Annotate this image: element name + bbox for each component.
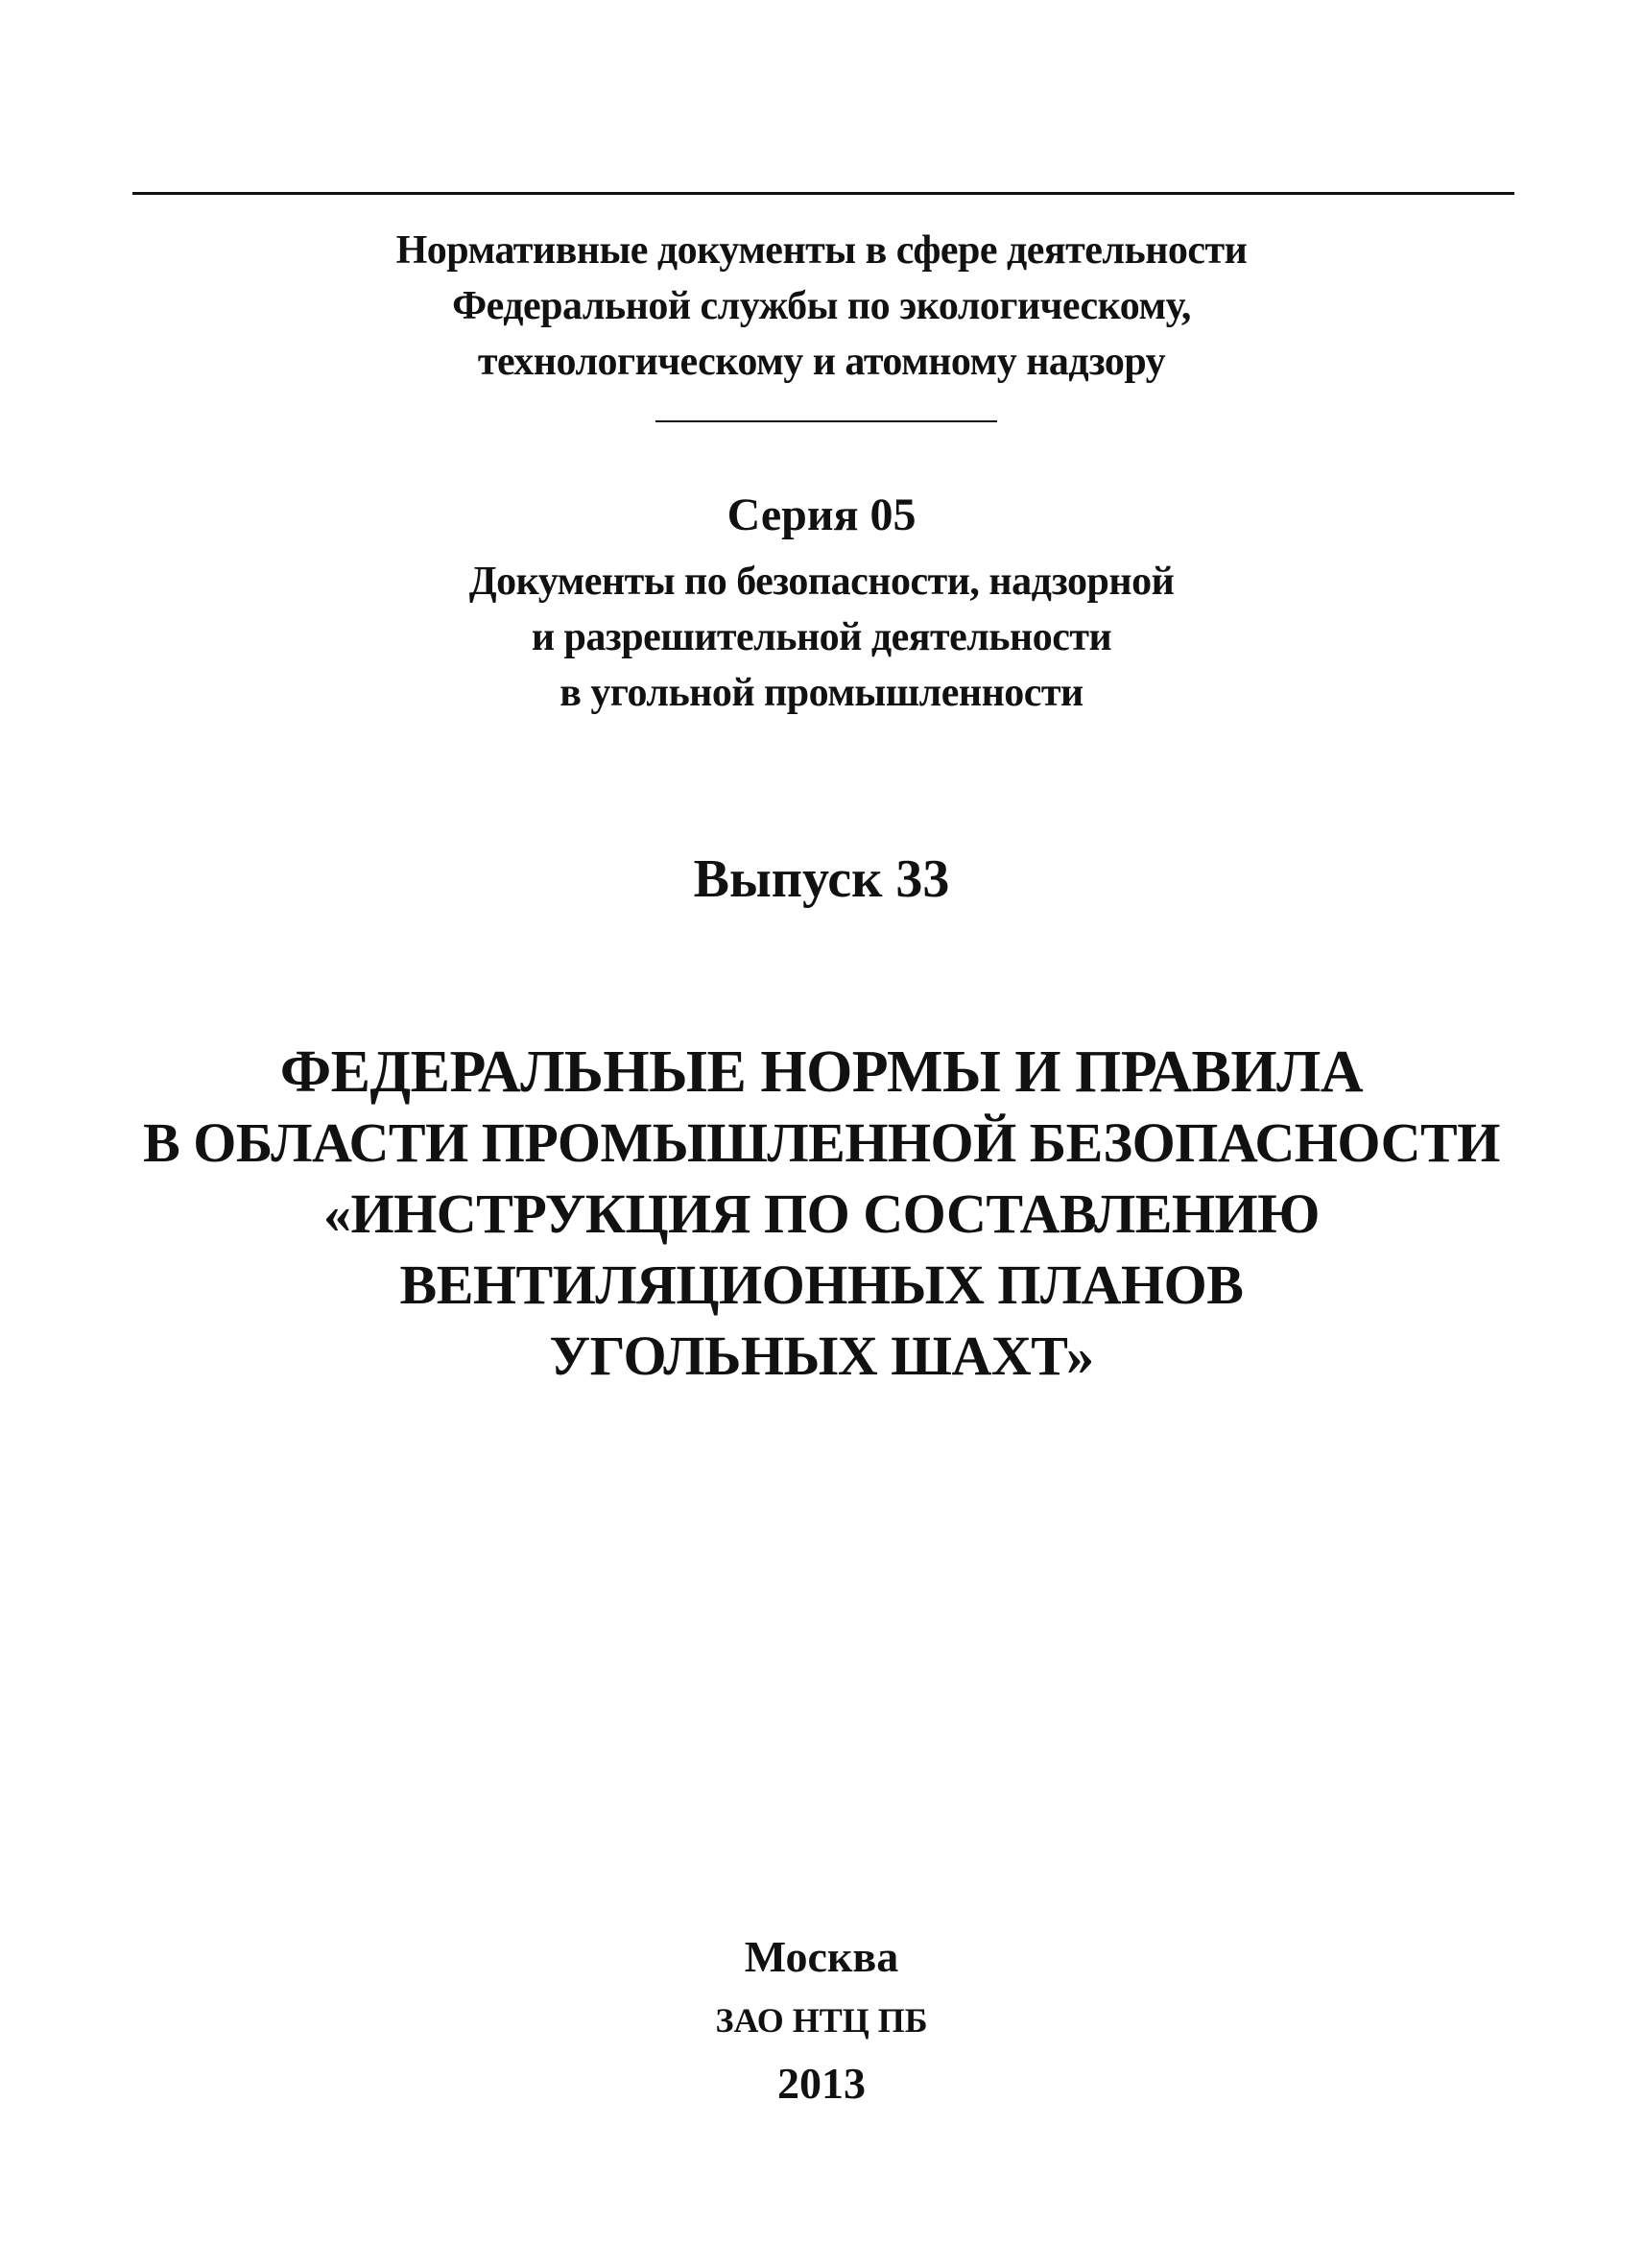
series-title: Серия 05 xyxy=(726,489,917,540)
document-title-line: ФЕДЕРАЛЬНЫЕ НОРМЫ И ПРАВИЛА xyxy=(279,1039,1364,1105)
issuing-authority xyxy=(0,223,1643,390)
issue-number: Выпуск 33 xyxy=(693,849,950,909)
document-title-line: В ОБЛАСТИ ПРОМЫШЛЕННОЙ БЕЗОПАСНОСТИ xyxy=(143,1111,1500,1174)
series-description-line: Документы по безопасности, надзорной xyxy=(468,560,1175,604)
imprint-publisher: ЗАО НТЦ ПБ xyxy=(715,2001,928,2040)
top-horizontal-rule xyxy=(132,192,1514,195)
series-description xyxy=(0,554,1643,721)
imprint-year: 2013 xyxy=(777,2059,866,2108)
authority-line: технологическому и атомному надзору xyxy=(477,340,1166,384)
short-divider-rule xyxy=(655,420,997,422)
document-title-line: ВЕНТИЛЯЦИОННЫХ ПЛАНОВ xyxy=(399,1253,1244,1316)
document-title-line: «ИНСТРУКЦИЯ ПО СОСТАВЛЕНИЮ xyxy=(323,1182,1320,1245)
document-title xyxy=(0,1037,1643,1392)
authority-line: Федеральной службы по экологическому, xyxy=(452,284,1191,328)
series-description-line: в угольной промышленности xyxy=(560,671,1083,715)
series-description-line: и разрешительной деятельности xyxy=(531,615,1112,659)
imprint-city: Москва xyxy=(744,1932,899,1981)
authority-line: Нормативные документы в сфере деятельности xyxy=(395,228,1248,273)
document-title-line: УГОЛЬНЫХ ШАХТ» xyxy=(549,1325,1094,1387)
